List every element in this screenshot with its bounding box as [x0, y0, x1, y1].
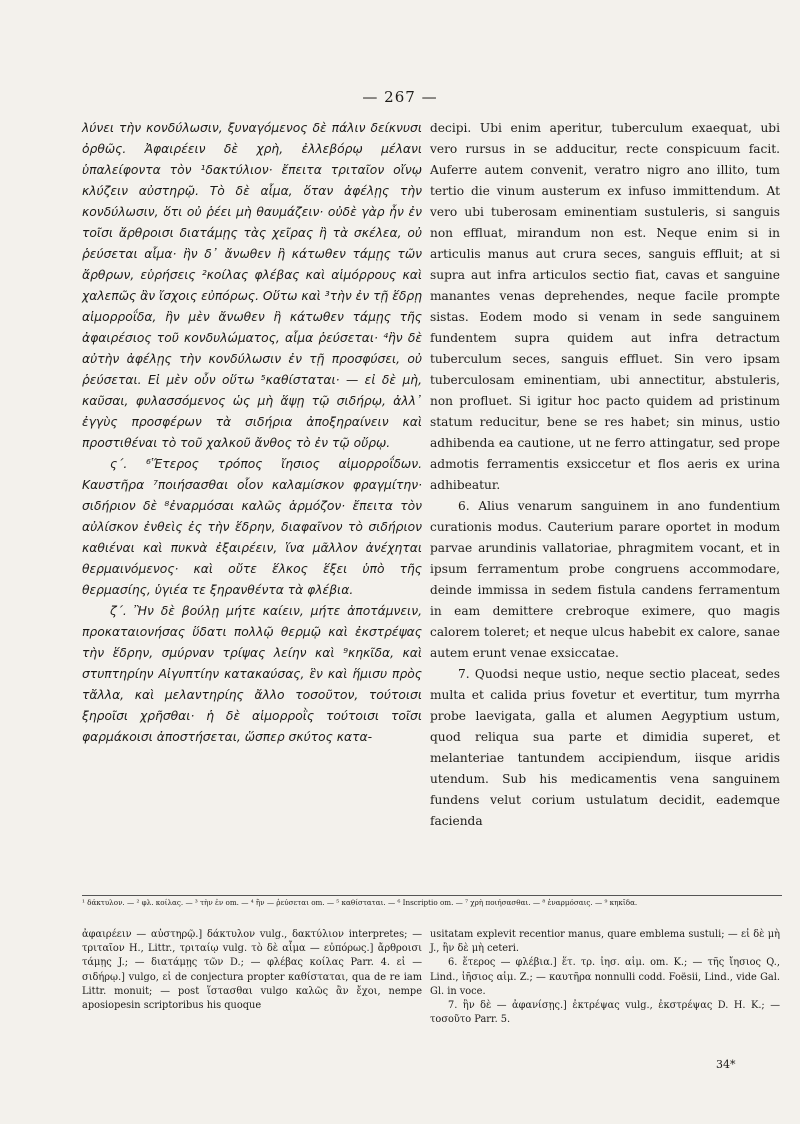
- critical-note: ἀφαιρέειν — αὐστηρῷ.] δάκτυλον vulg., δακτύλιον interpretes; — τριταῖον H., Littr., τριταίῳ vulg. τὸ δὲ αἷμα — εὐπόρως.] ἄρθροισι τάμῃς J.; — διατάμῃς τῶν D.; — φλέβας κοίλας Parr. 4. εἰ — σιδήρῳ.] vulgo, εἰ de conjectura propter καθίσταται, qua de re iam Littr. monuit; — post ἵστασθαι vulgo καλῶς ἂν ἔχοι, nempe aposiopesin scriptoribus his quoque: [82, 929, 422, 1012]
- greek-section-6: ς΄. ⁶Ἕτερος τρόπος ἴησιος αἱμορροΐδων. Καυστῆρα ⁷ποιήσασθαι οἷον καλαμίσκον φραγμίτην· σιδήριον δὲ ⁸ἐναρμόσαι καλῶς ἁρμόζον· ἔπειτα τὸν αὐλίσκον ἐνθεὶς ἐς τὴν ἕδρην, διαφαῖνον τὸ σιδήριον καθιέναι καὶ πυκνὰ ἐξαιρέειν, ἵνα μᾶλλον ἀνέχηται θερμαινόμενος· καὶ οὔτε ἕλκος ἕξει ὑπὸ τῆς θερμασίης, ὑγιέα τε ξηρανθέντα τὰ φλέβια.: [82, 457, 422, 597]
- signature-mark: 34*: [716, 1058, 736, 1071]
- greek-text-column: [82, 118, 422, 748]
- critical-note: usitatam explevit recentior manus, quare emblema sustuli; — εἰ δὲ μὴ J., ἢν δὲ μὴ ceteri.: [430, 929, 780, 955]
- greek-section-7: ζ΄. Ἢν δὲ βούλῃ μήτε καίειν, μήτε ἀποτάμνειν, προκαταιονήσας ὕδατι πολλῷ θερμῷ καὶ ἐκστρέψας τὴν ἕδρην, σμύρναν τρίψας λείην καὶ ⁹κηκῖδα, καὶ στυπτηρίην Αἰγυπτίην κατακαύσας, ἓν καὶ ἥμισυ πρὸς τἄλλα, καὶ μελαντηρίης ἄλλο τοσοῦτον, τούτοισι ξηροῖσι χρῆσθαι· ἡ δὲ αἱμορροῒς τούτοισι τοῖσι φαρμάκοισι ἀποστήσεται, ὥσπερ σκύτος κατα-: [82, 604, 422, 744]
- critical-notes-right: [430, 928, 780, 1027]
- critical-note: 7. ἢν δὲ — ἀφανίσῃς.] ἐκτρέψας vulg., ἐκστρέψας D. H. K.; — τοσοῦτο Parr. 5.: [430, 1000, 780, 1026]
- critical-notes-left: [82, 928, 422, 1013]
- greek-paragraph: λύνει τὴν κονδύλωσιν, ξυναγόμενος δὲ πάλιν δείκνυσι ὀρθῶς. Ἀφαιρέειν δὲ χρὴ, ἐλλεβόρῳ μέλανι ὑπαλείφοντα τὸν ¹δακτύλιον· ἔπειτα τριταῖον οἴνῳ κλύζειν αὐστηρῷ. Τὸ δὲ αἷμα, ὅταν ἀφέλῃς τὴν κονδύλωσιν, ὅτι οὐ ῥέει μὴ θαυμάζειν· οὐδὲ γὰρ ἦν ἐν τοῖσι ἄρθροισι διατάμῃς τὰς χεῖρας ἢ τὰ σκέλεα, οὐ ῥεύσεται αἷμα· ἢν δ᾽ ἄνωθεν ἢ κάτωθεν τάμῃς τῶν ἄρθρων, εὑρήσεις ²κοίλας φλέβας καὶ αἱμόρρους καὶ χαλεπῶς ἂν ἴσχοις εὐπόρως. Οὕτω καὶ ³τὴν ἐν τῇ ἕδρῃ αἱμορροΐδα, ἢν μὲν ἄνωθεν ἢ κάτωθεν τάμῃς τῆς ἀφαιρέσιος τοῦ κονδυλώματος, αἷμα ῥεύσεται· ⁴ἢν δὲ αὐτὴν ἀφέλῃς τὴν κονδύλωσιν ἐν τῇ προσφύσει, οὐ ῥεύσεται. Εἰ μὲν οὖν οὕτω ⁵καθίσταται· — εἰ δὲ μὴ, καῦσαι, φυλασσόμενος ὡς μὴ ἅψῃ τῷ σιδήρῳ, ἀλλ᾽ ἐγγὺς προσφέρων τὰ σιδήρια ἀποξηραίνειν καὶ προστιθέναι τὸ τοῦ χαλκοῦ ἄνθος τὸ ἐν τῷ οὔρῳ.: [82, 121, 422, 450]
- critical-note: 6. ἕτερος — φλέβια.] ἕτ. τρ. ἰησ. αἱμ. om. K.; — τῆς ἴησιος Q., Lind., ἰῆσιος αἱμ. Z.; — καυτῆρα nonnulli codd. Foësii, Lind., vide Gal. Gl. in voce.: [430, 957, 780, 997]
- latin-section-7: 7. Quodsi neque ustio, neque sectio placeat, sedes multa et calida prius fovetur et evertitur, tum myrrha probe laevigata, galla et alumen Aegyptium ustum, quod reliqua sua parte et dimidia superet, et melanteriae tantundem accipiendum, iisque aridis utendum. Sub his medicamentis vena sanguinem fundens velut corium ustulatum decidit, eademque facienda: [430, 667, 780, 828]
- latin-translation-column: [430, 118, 780, 832]
- variant-readings-line: ¹ δάκτυλον. — ² φλ. κοίλας. — ³ τὴν ἐν om. — ⁴ ἢν — ῥεύσεται om. — ⁵ καθίσταται. — ⁶ Inscriptio om. — ⁷ χρὴ ποιήσασθαι. — ⁸ ἐναρμόσαις. — ⁹ κηκῖδα.: [82, 898, 638, 907]
- footnote-divider: [82, 895, 782, 896]
- latin-paragraph: decipi. Ubi enim aperitur, tuberculum exaequat, ubi vero rursus in se adducitur, recte conspicuum facit. Auferre autem convenit, veratro nigro ano illito, tum tertio die vinum austerum ex infuso immittendum. At vero ubi tuberosam eminentiam sustuleris, si sanguis non effluat, mirandum non est. Neque enim si in articulis manus aut crura seces, sanguis effluit; at si supra aut infra articulos sectio fiat, cavas et sanguine manantes venas deprehendes, neque facile prompte sistas. Eodem modo si venam in sede sanguinem fundentem supra quidem aut infra detractum tuberculum seces, sanguis effluet. Sin vero ipsam tuberculosam eminentiam, ubi annectitur, abstuleris, non profluet. Si igitur hoc pacto quidem ad pristinum statum reducitur, bene se res habet; sin minus, ustio adhibenda ea cautione, ut ne ferro attingatur, sed prope admotis ferramentis exsiccetur et flos aeris ex urina adhibeatur.: [430, 121, 780, 492]
- page-number: — 267 —: [362, 88, 438, 106]
- latin-section-6: 6. Alius venarum sanguinem in ano fundentium curationis modus. Cauterium parare oportet in modum parvae arundinis vallatoriae, phragmitem vocant, et in ipsum ferramentum probe congruens accommodare, deinde immissa in sedem fistula candens ferramentum in eam demittere crebroque eximere, quo magis calorem toleret; et neque ulcus habebit ex calore, sanae autem erunt venae exsiccatae.: [430, 499, 780, 660]
